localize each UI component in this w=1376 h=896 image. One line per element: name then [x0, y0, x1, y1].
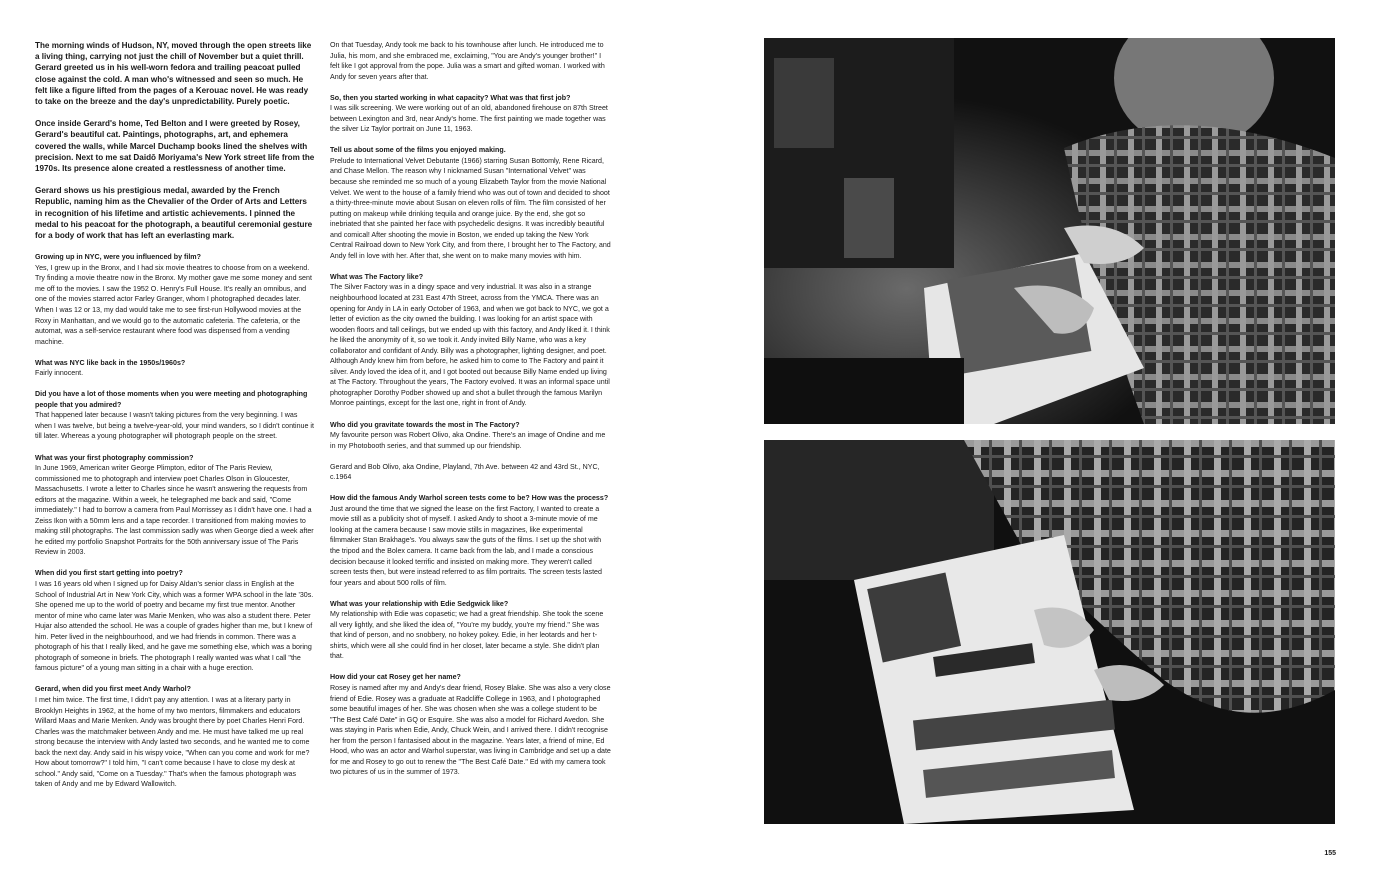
qa-block: [35, 358, 315, 379]
photo-bottom: [764, 440, 1335, 824]
qa-block: [35, 453, 315, 558]
answer: Prelude to International Velvet Debutante (1966) starring Susan Bottomly, Rene Ricard, and Chase Mellon. The reason why I nicknamed Susan "International Velvet" was because she reminded me so much of a young Elizabeth Taylor from the movie National Velvet. We went to the house of a family friend who was out of town and decided to shoot a thirty-three-minute movie about Susan on eleven rolls of film. The film consisted of her putting on makeup while drinking tequila and orange juice. By the end, she got so inebriated that she painted her face with psychedelic designs. It was incredibly beautiful and comical! After shooting the movie in Boston, we ended up taking the New York Central Railroad down to New York City, and from there, I brought her to The Factory, and Andy fell in love with her. After that, she went on to make many movies with him.: [330, 156, 611, 260]
intro-paragraph: Once inside Gerard's home, Ted Belton and I were greeted by Rosey, Gerard's beautiful cat. Paintings, photographs, art, and ephemera covered the walls, while Marcel Duchamp books lined the shelves with precision. Next to me sat Daidō Moriyama's New York street life from the 1970s. Its presence alone created a restlessness of another time.: [35, 119, 315, 174]
answer: Fairly innocent.: [35, 369, 84, 378]
page-number: 155: [1324, 850, 1336, 857]
question: What was your first photography commission?: [35, 453, 194, 462]
answer: I met him twice. The first time, I didn't pay any attention. I was at a literary party in Brooklyn Heights in 1962, at the home of my two mentors, filmmakers and educators Willard Maas and Marie Menken. Andy was brought there by poet Charles Henri Ford. Charles was the matchmaker between Andy and me. He must have talked me up real strong because the interview with Andy lasted two seconds, and he wanted me to come back the next day. Andy said in his wispy voice, "When can you come and work for me? How about tomorrow?" I told him, "I can't come because I have to close my desk at school." Andy said, "Come on a Tuesday." That's when the famous photograph was taken of Andy and me by Edward Wallowitch.: [35, 695, 310, 789]
qa-block: [35, 568, 315, 673]
answer: My favourite person was Robert Olivo, aka Ondine. There's an image of Ondine and me in my Photobooth series, and that summed up our friendship.: [330, 431, 606, 450]
answer: That happened later because I wasn't taking pictures from the very beginning. I was when I was twelve, but being a twelve-year-old, your mind wanders, so I didn't continue it till later. Whereas a young photographer will photograph people on the street.: [35, 411, 314, 441]
photo-caption: Gerard and Bob Olivo, aka Ondine, Playland, 7th Ave. between 42 and 43rd St., NYC, c.1964: [330, 462, 600, 482]
qa-block: [330, 599, 611, 662]
lead-paragraph-block: [330, 40, 611, 82]
question: What was NYC like back in the 1950s/1960s?: [35, 358, 186, 367]
qa-block: [35, 389, 315, 442]
question: What was your relationship with Edie Sedgwick like?: [330, 599, 509, 608]
photo-top: [764, 38, 1335, 424]
qa-block: [330, 145, 611, 261]
answer: Yes, I grew up in the Bronx, and I had six movie theatres to choose from on a weekend. Try finding a movie theatre now in the Bronx. My mother gave me some money and sent me off to the movies. I saw the 1952 O. Henry's Full House. It's really an omnibus, and one of the movies starred actor Farley Granger, whom I photographed decades later. When I was 12 or 13, my dad would take me to see first-run Hollywood movies at the Roxy in Manhattan, and we would go to the automatic cafeteria. The cafeteria, or the automat, was a self-service restaurant where food was dispensed from a vending machine.: [35, 263, 312, 346]
intro-paragraph: The morning winds of Hudson, NY, moved through the open streets like a living thing, carrying not just the chill of November but a quiet thrill. Gerard greeted us in his well-worn fedora and trailing peacoat pulled close against the cold. A man who's witnessed and seen so much. He felt like a figure lifted from the pages of a Kerouac novel. He was ready to take on the breeze and the day's unpredictability. Purely poetic.: [35, 41, 312, 107]
answer: The Silver Factory was in a dingy space and very industrial. It was also in a strange neighbourhood located at 231 East 47th Street, across from the YMCA. There was an opening for Andy in LA in early October of 1963, and when we got back to NYC, we got a letter of eviction as the city owned the building. I was looking for an artist space with wooden floors and tall ceilings, but we ended up with this factory, and Andy liked it. I think he liked the anonymity of it, so we took it. Andy invited Billy Name, who was a key collaborator and confidant of Andy. Billy was a photographer, lighting designer, and poet. Although Andy knew him from before, he asked him to come to The Factory and paint it silver. Andy loved the idea of it, and I got booted out because Billy Name ended up living at The Factory. Throughout the years, The Factory evolved. It was an informal space until photographer Dorothy Podber showed up and shot a bullet through the famous Marilyn Monroe paintings, except for the last one, right in front of Andy.: [330, 283, 610, 408]
intro-paragraph: Gerard shows us his prestigious medal, awarded by the French Republic, naming him as the Chevalier of the Order of Arts and Letters in recognition of his lifetime and artistic achievements. I pinned the medal to his peacoat for the photograph, a beautiful ceremonial gesture for a body of work that has left an everlasting mark.: [35, 186, 313, 241]
answer: Just around the time that we signed the lease on the first Factory, I wanted to create a movie still as a publicity shot of myself. I asked Andy to shoot a 3-minute movie of me looking at the camera because I saw movie stills in magazines, like experimental filmmaker Stan Brakhage's. You always saw the guts of the films. I set up the shot with the tripod and the Bolex camera. It came back from the lab, and I made a conscious decision because it looked terrific and insisted on making more. They weren't called screen tests then, but were instead referred to as film portraits. The screen tests lasted four years and about 500 rolls of film.: [330, 504, 602, 587]
qa-block: [330, 493, 611, 588]
question: Did you have a lot of those moments when you were meeting and photographing people that you admired?: [35, 390, 308, 409]
question: How did the famous Andy Warhol screen tests come to be? How was the process?: [330, 494, 609, 503]
question: So, then you started working in what capacity? What was that first job?: [330, 93, 571, 102]
question: What was The Factory like?: [330, 272, 424, 281]
photo-bottom-image: [764, 440, 1335, 824]
lead-paragraph: On that Tuesday, Andy took me back to his townhouse after lunch. He introduced me to Julia, his mom, and she embraced me, exclaiming, "You are Andy's younger brother!" I felt like I got approval from the pope. Julia was a smart and gifted woman. I worked with Andy for seven years after that.: [330, 41, 605, 81]
question: How did your cat Rosey get her name?: [330, 673, 461, 682]
qa-block: [330, 672, 611, 777]
answer: In June 1969, American writer George Plimpton, editor of The Paris Review, commissioned me to photograph and interview poet Charles Olson in Gloucester, Massachusetts. I wrote a letter to Charles since he wasn't answering the requests from editors at the magazine. Within a week, he telegraphed me back and said, "Come immediately." I had to borrow a camera from Paul Morrissey as I didn't have one. I had a Zeiss Ikon with a 50mm lens and a tape recorder. I transitioned from making movies to making still photographs. The last commission sadly was when George died a week after he edited my portfolio Snapshot Portraits for the 50th anniversary issue of The Paris Review in 2003.: [35, 464, 314, 557]
qa-block: [35, 684, 315, 789]
answer: Rosey is named after my and Andy's dear friend, Rosey Blake. She was also a very close friend of Edie. Rosey was a graduate at Radcliffe College in 1963, and I photographed some beautiful images of her. She was chosen when she was a college student to be "The Best Café Date" in GQ or Esquire. She was also a model for Richard Avedon. She was staying in Paris when Edie, Andy, Chuck Wein, and I arrived there. I didn't recognise her from the person I fantasised about in the magazine. Years later, a friend of mine, Ed Hood, who was an actor and Warhol superstar, was living in Cambridge and set up a date for me and Rosey to go out to renew the "The Best Café Date." Ed with my camera took two pictures of us in the summer of 1973.: [330, 683, 611, 777]
answer: I was 16 years old when I signed up for Daisy Aldan's senior class in English at the School of Industrial Art in New York City, which was a former WPA school in the late '30s. She opened me up to the world of poetry and became my first true mentor. Another mentor of mine who came later was Marie Menken, who was also a student there. Peter Hujar also attended the school. He was a couple of grades higher than me, but I knew of him. Peter lived in the neighbourhood, and we had friends in common. There was a photograph of his that I really liked, and he gave me something else, which was a boring photograph of someone in briefs. The photograph I really wanted was what I call "the famous picture" of a young man sitting in a chair with a huge erection.: [35, 580, 314, 673]
question: Gerard, when did you first meet Andy Warhol?: [35, 685, 191, 694]
question: Tell us about some of the films you enjoyed making.: [330, 146, 506, 155]
qa-block: [330, 93, 611, 135]
text-column-left: [35, 40, 315, 800]
question: When did you first start getting into poetry?: [35, 569, 183, 578]
question: Growing up in NYC, were you influenced by film?: [35, 253, 201, 262]
question: Who did you gravitate towards the most in The Factory?: [330, 420, 520, 429]
qa-block: [330, 272, 611, 409]
text-column-middle: [330, 40, 611, 788]
intro-section: [35, 40, 315, 241]
answer: My relationship with Edie was copasetic; we had a great friendship. She took the scene all very lightly, and she liked the idea of, "You're my buddy, you're my friend." She was that kind of person, and no snobbery, no hokey pokey. Edie, in her leotards and her t-shirts, which were all she could find in her closet, later became a style. She didn't plan that.: [330, 610, 604, 661]
qa-block: [35, 252, 315, 347]
photo-top-image: [764, 38, 1335, 424]
qa-block: [330, 420, 611, 452]
answer: I was silk screening. We were working out of an old, abandoned firehouse on 87th Street between Lexington and 3rd, near Andy's home. The first painting we made together was the silver Liz Taylor portrait on June 11, 1963.: [330, 104, 608, 134]
